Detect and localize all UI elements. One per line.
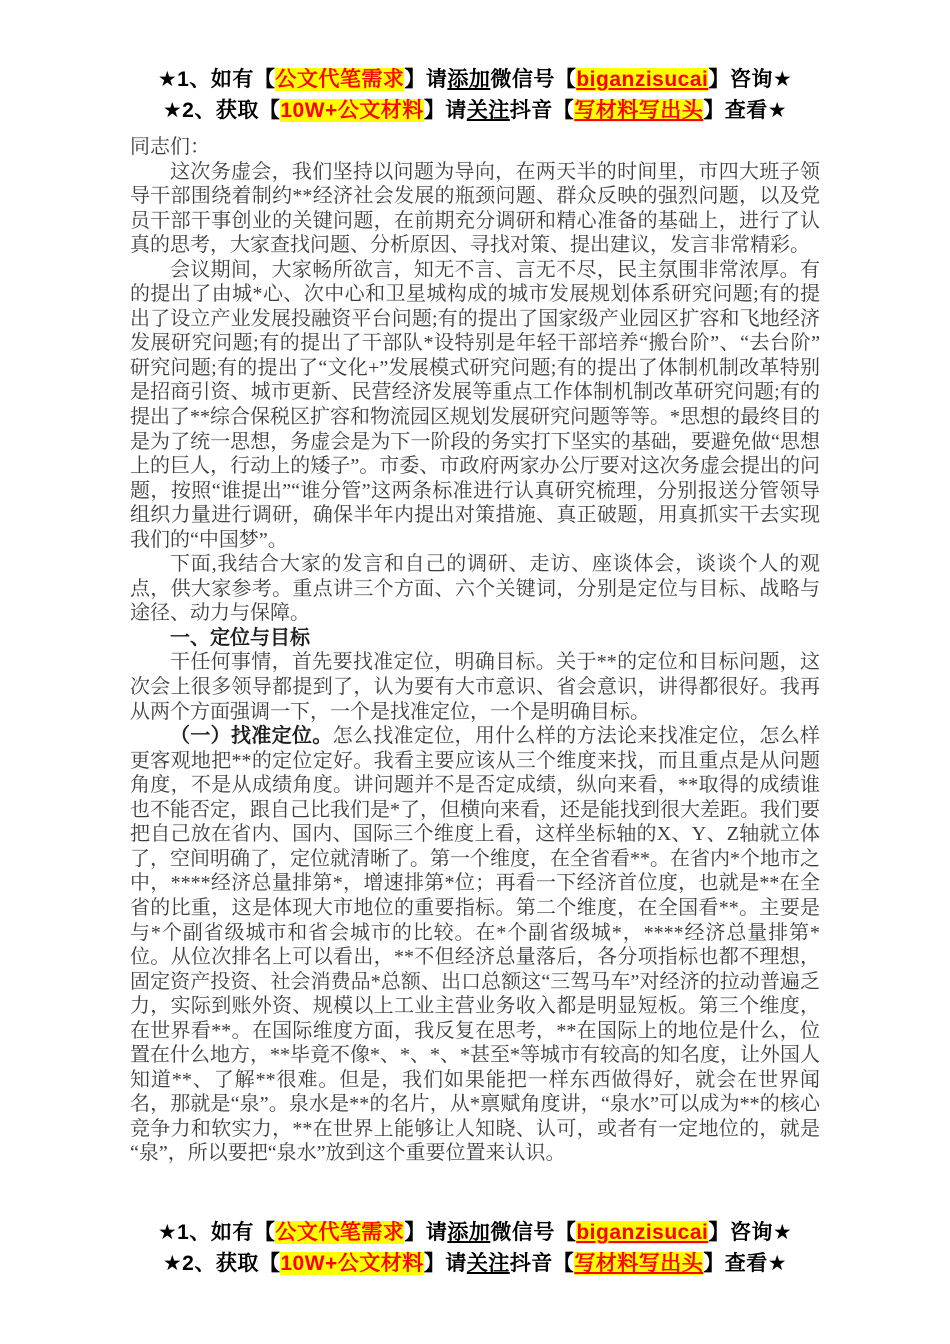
notice-wechat-id: biganzisucai [576,68,709,91]
footer-notice [130,1217,820,1279]
notice-text: 】咨询★ [708,1221,793,1244]
notice-text: 微信号【 [490,1221,577,1244]
document-body [130,135,820,1167]
notice-text: 】查看★ [703,99,788,122]
notice-text: ★1、如有【 [157,68,276,91]
paragraph-4: 干任何事情，首先要找准定位，明确目标。关于**的定位和目标问题，这次会上很多领导都提到了，认为要有大市意识、省会意识，讲得都很好。我再从两个方面强调一下，一个是找准定位，一个是明确目标。 [130,651,820,723]
paragraph-5-text: 怎么找准定位，用什么样的方法论来找准定位，怎么样更客观地把**的定位定好。我看主要应该从三个维度来找，而且重点是从问题角度，不是从成绩角度。讲问题并不是否定成绩，纵向来看，**取得的成绩谁也不能否定，跟自己比我们是*了，但横向来看，还是能找到很大差距。我们要把自己放在省内、国内、国际三个维度上看，这样坐标轴的X、Y、Z轴就立体了，空间明确了，定位就清晰了。第一个维度，在全省看**。在省内*个地市之中，****经济总量排第*，增速排第*位；再看一下经济首位度，也就是**在全省的比重，这是体现大市地位的重要指标。第二个维度，在全国看**。主要是与*个副省级城市和省会城市的比较。在*个副省级城*，****经济总量排第*位。从位次排名上可以看出，**不但经济总量落后，各分项指标也都不理想，固定资产投资、社会消费品*总额、出口总额这“三驾马车”对经济的拉动普遍乏力，实际到账外资、规模以上工业主营业务收入都是明显短板。第三个维度，在世界看**。在国际维度方面，我反复在思考，**在国际上的地位是什么，位置在什么地方，**毕竟不像*、*、*、*甚至*等城市有较高的知名度，让外国人知道**、了解**很难。但是，我们如果能把一样东西做得好，就会在世界闻名，那就是“泉”。泉水是**的名片，从*禀赋角度讲，“泉水”可以成为**的核心竞争力和软实力，**在世界上能够让人知晓、认可，或者有一定地位的，就是“泉”，所以要把“泉水”放到这个重要位置来认识。 [130,725,820,1165]
notice-text: 抖音【 [509,1252,575,1275]
notice-text: 】请 [423,99,467,122]
notice-douyin-id: 写材料写出头 [574,1252,704,1275]
notice-line-2 [130,95,820,126]
paragraph-2: 会议期间，大家畅所欲言，知无不言、言无不尽，民主氛围非常浓厚。有的提出了由城*心、次中心和卫星城构成的城市发展规划体系研究问题;有的提出了设立产业发展投融资平台问题;有的提出了国家级产业园区扩容和飞地经济发展研究问题;有的提出了干部队*设特别是年轻干部培养“搬台阶”、“去台阶”研究问题;有的提出了“文化+”发展模式研究问题;有的提出了体制机制改革特别是招商引资、城市更新、民营经济发展等重点工作体制机制改革研究问题;有的提出了**综合保税区扩容和物流园区规划发展研究问题等等。*思想的最终目的是为了统一思想，务虚会是为下一阶段的务实打下坚实的基础，要避免做“思想上的巨人，行动上的矮子”。市委、市政府两家办公厅要对这次务虚会提出的问题，按照“谁提出”“谁分管”这两条标准进行认真研究梳理，分别报送分管领导组织力量进行调研，确保半年内提出对策措施、真正破题，用真抓实干去实现我们的“中国梦”。 [130,258,820,551]
notice-line-1 [130,64,820,95]
notice-text: 】请 [423,1252,467,1275]
notice-text: ★2、获取【 [162,1252,281,1275]
notice-text: 】请 [404,68,448,91]
paragraph-3: 下面,我结合大家的发言和自己的调研、走访、座谈体会，谈谈个人的观点，供大家参考。重点讲三个方面、六个关键词，分别是定位与目标、战略与途径、动力与保障。 [130,553,820,625]
notice-douyin-id: 写材料写出头 [574,99,704,122]
notice-text: 】请 [404,1221,448,1244]
notice-highlight-service: 公文代笔需求 [275,1221,405,1244]
notice-underline-action: 添加 [447,68,491,91]
section-heading-1: 一、定位与目标 [170,626,310,649]
salutation: 同志们： [130,136,210,158]
notice-wechat-id: biganzisucai [576,1221,709,1244]
notice-line-2 [130,1248,820,1279]
notice-text: 抖音【 [509,99,575,122]
paragraph-1: 这次务虚会，我们坚持以问题为导向，在两天半的时间里，市四大班子领导干部围绕着制约**经济社会发展的瓶颈问题、群众反映的强烈问题，以及党员干部干事创业的关键问题，在前期充分调研和精心准备的基础上，进行了认真的思考，大家查找问题、分析原因、寻找对策、提出建议，发言非常精彩。 [130,160,820,257]
notice-highlight-material: 10W+公文材料 [280,99,424,122]
notice-text: 】咨询★ [708,68,793,91]
notice-text: 】查看★ [703,1252,788,1275]
subsection-bold-lead: （一）找准定位。 [170,725,333,748]
paragraph-5 [130,724,820,1166]
notice-underline-action: 添加 [447,1221,491,1244]
notice-line-1 [130,1217,820,1248]
notice-underline-action: 关注 [466,99,510,122]
notice-highlight-service: 公文代笔需求 [275,68,405,91]
notice-text: 微信号【 [490,68,577,91]
notice-text: ★2、获取【 [162,99,281,122]
notice-highlight-material: 10W+公文材料 [280,1252,424,1275]
header-notice [130,64,820,126]
notice-text: ★1、如有【 [157,1221,276,1244]
notice-underline-action: 关注 [466,1252,510,1275]
